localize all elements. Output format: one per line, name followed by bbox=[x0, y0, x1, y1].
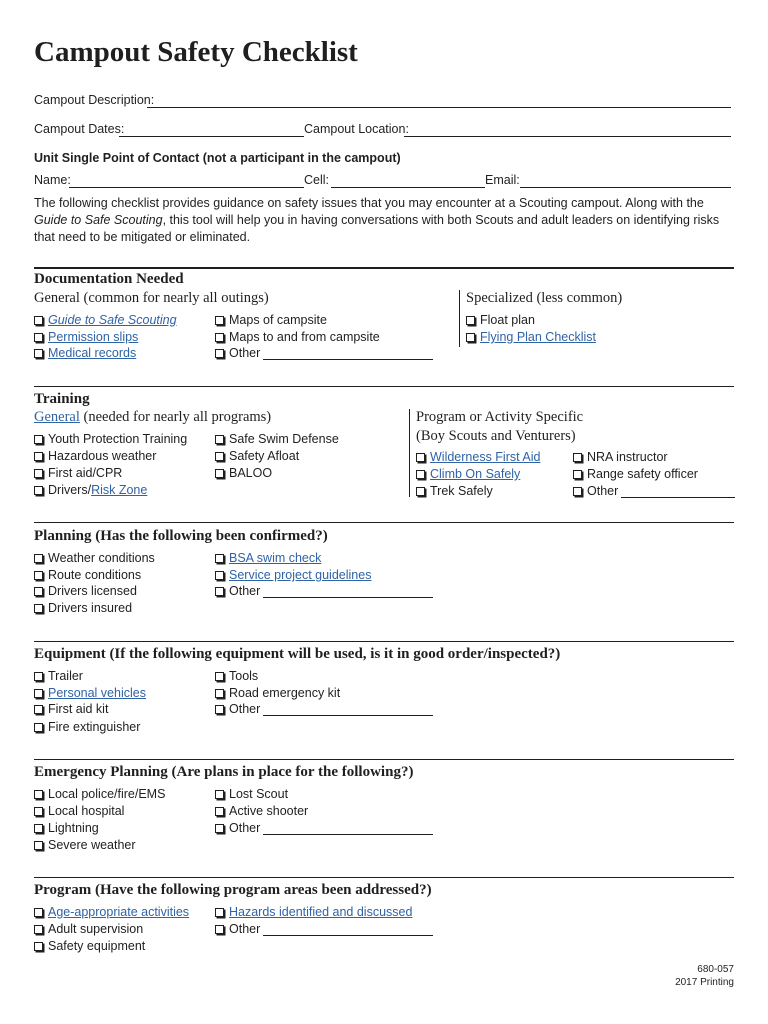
checklist-item[interactable] bbox=[215, 448, 299, 464]
checklist-item[interactable] bbox=[215, 820, 433, 836]
checkbox[interactable] bbox=[34, 604, 43, 613]
program-title: Program (Have the following program areas been addressed?) bbox=[34, 882, 432, 898]
checklist-item[interactable] bbox=[34, 701, 108, 717]
checkbox[interactable] bbox=[34, 925, 43, 934]
checkbox[interactable] bbox=[215, 705, 224, 714]
checkbox[interactable] bbox=[215, 435, 224, 444]
checklist-item[interactable] bbox=[34, 668, 83, 684]
checkbox[interactable] bbox=[215, 452, 224, 461]
section-divider bbox=[34, 877, 734, 878]
checkbox[interactable] bbox=[215, 349, 224, 358]
checkbox[interactable] bbox=[215, 571, 224, 580]
checkbox[interactable] bbox=[34, 942, 43, 951]
checkbox[interactable] bbox=[573, 453, 582, 462]
risk-zone-link[interactable]: Risk Zone bbox=[91, 483, 148, 497]
name-label: Name: bbox=[34, 173, 71, 187]
checkbox[interactable] bbox=[34, 435, 43, 444]
checklist-item[interactable] bbox=[215, 345, 433, 361]
campout-description-field[interactable] bbox=[147, 107, 731, 108]
checkbox[interactable] bbox=[215, 469, 224, 478]
personal-vehicles-link[interactable]: Personal vehicles bbox=[48, 686, 146, 700]
checklist-item[interactable] bbox=[34, 583, 137, 599]
checklist-item[interactable] bbox=[34, 448, 156, 464]
form-code: 680-057 bbox=[697, 964, 734, 975]
item-label: Other bbox=[229, 346, 261, 360]
checklist-item[interactable] bbox=[215, 550, 321, 566]
checkbox[interactable] bbox=[215, 807, 224, 816]
documentation-title: Documentation Needed bbox=[34, 271, 184, 287]
checkbox[interactable] bbox=[34, 908, 43, 917]
email-label: Email: bbox=[485, 173, 520, 187]
checkbox[interactable] bbox=[34, 723, 43, 732]
checkbox[interactable] bbox=[466, 333, 475, 342]
checkbox[interactable] bbox=[34, 349, 43, 358]
item-label: Hazardous weather bbox=[48, 449, 157, 463]
campout-description-row bbox=[34, 93, 731, 109]
checkbox[interactable] bbox=[466, 316, 475, 325]
equipment-title: Equipment (If the following equipment will be used, is it in good order/inspected?) bbox=[34, 646, 561, 662]
item-label: Maps of campsite bbox=[229, 313, 327, 327]
checklist-item[interactable] bbox=[416, 449, 540, 465]
printing-year: 2017 Printing bbox=[675, 977, 734, 988]
checkbox[interactable] bbox=[34, 672, 43, 681]
item-label: Youth Protection Training bbox=[48, 432, 188, 446]
item-label: Lightning bbox=[48, 821, 99, 835]
checkbox[interactable] bbox=[215, 790, 224, 799]
checkbox[interactable] bbox=[215, 925, 224, 934]
cell-label: Cell: bbox=[304, 173, 330, 187]
checklist-item[interactable] bbox=[215, 312, 327, 328]
item-label: Range safety officer bbox=[587, 467, 698, 481]
campout-dates-label: Campout Dates: bbox=[34, 122, 125, 136]
bsa-swim-check-link[interactable]: BSA swim check bbox=[229, 551, 322, 565]
checklist-item[interactable] bbox=[34, 312, 177, 328]
checkbox[interactable] bbox=[34, 554, 43, 563]
checklist-item[interactable] bbox=[215, 701, 433, 717]
intro-guide-title: Guide to Safe Scouting bbox=[34, 213, 163, 227]
item-label: Local hospital bbox=[48, 804, 125, 818]
flying-plan-checklist-link[interactable]: Flying Plan Checklist bbox=[480, 330, 597, 344]
hazards-identified-link[interactable]: Hazards identified and discussed bbox=[229, 905, 413, 919]
documentation-general-heading: General (common for nearly all outings) bbox=[34, 290, 269, 306]
checklist-item[interactable] bbox=[215, 921, 433, 937]
campout-location-field[interactable] bbox=[404, 136, 731, 137]
checklist-item[interactable] bbox=[34, 465, 122, 481]
checklist-item[interactable] bbox=[215, 583, 433, 599]
column-divider bbox=[409, 409, 410, 497]
other-field[interactable] bbox=[263, 923, 433, 936]
item-label: NRA instructor bbox=[587, 450, 668, 464]
item-label: Trek Safely bbox=[430, 484, 493, 498]
checklist-item[interactable] bbox=[466, 329, 596, 345]
item-label: First aid/CPR bbox=[48, 466, 123, 480]
wilderness-first-aid-link[interactable]: Wilderness First Aid bbox=[430, 450, 541, 464]
item-label: Other bbox=[229, 702, 261, 716]
item-label: Drivers licensed bbox=[48, 584, 137, 598]
checklist-item[interactable] bbox=[573, 466, 698, 482]
checklist-item[interactable] bbox=[34, 600, 132, 616]
checklist-item[interactable] bbox=[215, 904, 412, 920]
item-label: Safety Afloat bbox=[229, 449, 300, 463]
checkbox[interactable] bbox=[34, 316, 43, 325]
checklist-item[interactable] bbox=[34, 921, 143, 937]
checkbox[interactable] bbox=[416, 453, 425, 462]
campout-dates-row bbox=[34, 122, 731, 138]
checklist-item[interactable] bbox=[573, 449, 668, 465]
other-field[interactable] bbox=[263, 822, 433, 835]
medical-records-link[interactable]: Medical records bbox=[48, 346, 137, 360]
section-divider bbox=[34, 386, 734, 387]
program-specific-subheading: (Boy Scouts and Venturers) bbox=[416, 428, 576, 444]
item-label: Tools bbox=[229, 669, 259, 683]
checklist-item[interactable] bbox=[215, 685, 340, 701]
item-label: Route conditions bbox=[48, 568, 142, 582]
cell-field[interactable] bbox=[331, 187, 485, 188]
item-label: Adult supervision bbox=[48, 922, 144, 936]
item-label: Fire extinguisher bbox=[48, 720, 141, 734]
checkbox[interactable] bbox=[215, 672, 224, 681]
intro-text-end: , this tool will help you in having conversations with both Scouts and adult leaders on identifying risks that need to be mitigated or eliminated. bbox=[34, 213, 720, 244]
guide-to-safe-scouting-link[interactable]: Guide to Safe Scouting bbox=[48, 313, 177, 327]
item-label: Drivers insured bbox=[48, 601, 133, 615]
name-field[interactable] bbox=[69, 187, 304, 188]
checkbox[interactable] bbox=[215, 587, 224, 596]
checkbox[interactable] bbox=[34, 333, 43, 342]
campout-description-label: Campout Description: bbox=[34, 93, 155, 107]
checkbox[interactable] bbox=[34, 689, 43, 698]
item-label: Lost Scout bbox=[229, 787, 289, 801]
checkbox[interactable] bbox=[215, 316, 224, 325]
checklist-item[interactable] bbox=[34, 904, 189, 920]
page-title: Campout Safety Checklist bbox=[34, 36, 358, 68]
checklist-item[interactable] bbox=[34, 938, 145, 954]
checklist-item[interactable] bbox=[416, 466, 520, 482]
email-field[interactable] bbox=[520, 187, 731, 188]
checkbox[interactable] bbox=[416, 487, 425, 496]
item-label: BALOO bbox=[229, 466, 273, 480]
item-label: Safe Swim Defense bbox=[229, 432, 339, 446]
item-label: First aid kit bbox=[48, 702, 109, 716]
item-label: Other bbox=[229, 922, 261, 936]
checklist-item[interactable] bbox=[215, 431, 339, 447]
checkbox[interactable] bbox=[215, 824, 224, 833]
checkbox[interactable] bbox=[215, 689, 224, 698]
item-label: Drivers/ bbox=[48, 483, 92, 497]
checkbox[interactable] bbox=[573, 487, 582, 496]
checkbox[interactable] bbox=[34, 587, 43, 596]
intro-text-start: The following checklist provides guidance on safety issues that you may encounter at a Scouting campout. Along with the bbox=[34, 196, 704, 210]
checklist-item[interactable] bbox=[215, 668, 258, 684]
checklist-item[interactable] bbox=[215, 786, 288, 802]
item-label: Trailer bbox=[48, 669, 83, 683]
checklist-item[interactable] bbox=[34, 786, 165, 802]
training-general-heading bbox=[34, 408, 271, 427]
intro-paragraph bbox=[34, 195, 734, 246]
checklist-item[interactable] bbox=[34, 685, 146, 701]
checklist-item[interactable] bbox=[34, 820, 99, 836]
climb-on-safely-link[interactable]: Climb On Safely bbox=[430, 467, 521, 481]
checklist-item[interactable] bbox=[34, 719, 140, 735]
checkbox[interactable] bbox=[34, 705, 43, 714]
emergency-planning-title: Emergency Planning (Are plans in place for the following?) bbox=[34, 764, 414, 780]
item-label: Local police/fire/EMS bbox=[48, 787, 166, 801]
other-field[interactable] bbox=[263, 585, 433, 598]
checklist-item[interactable] bbox=[34, 550, 155, 566]
item-label: Active shooter bbox=[229, 804, 309, 818]
planning-title: Planning (Has the following been confirmed?) bbox=[34, 528, 328, 544]
section-divider bbox=[34, 759, 734, 760]
age-appropriate-activities-link[interactable]: Age-appropriate activities bbox=[48, 905, 190, 919]
checklist-item[interactable] bbox=[34, 329, 138, 345]
checklist-item[interactable] bbox=[34, 345, 136, 361]
item-label: Other bbox=[587, 484, 619, 498]
section-divider bbox=[34, 267, 734, 269]
other-field[interactable] bbox=[263, 347, 433, 360]
checklist-item[interactable] bbox=[466, 312, 535, 328]
point-of-contact-heading: Unit Single Point of Contact (not a participant in the campout) bbox=[34, 151, 401, 165]
checklist-item[interactable] bbox=[215, 567, 371, 583]
permission-slips-link[interactable]: Permission slips bbox=[48, 330, 139, 344]
checklist-item[interactable] bbox=[215, 465, 272, 481]
checklist-item[interactable] bbox=[34, 837, 136, 853]
checkbox[interactable] bbox=[34, 841, 43, 850]
checkbox[interactable] bbox=[34, 790, 43, 799]
item-label: Maps to and from campsite bbox=[229, 330, 380, 344]
training-general-link[interactable]: General bbox=[34, 409, 80, 425]
checklist-item[interactable] bbox=[215, 329, 380, 345]
item-label: Weather conditions bbox=[48, 551, 155, 565]
checkbox[interactable] bbox=[34, 824, 43, 833]
checkbox[interactable] bbox=[34, 486, 43, 495]
service-project-guidelines-link[interactable]: Service project guidelines bbox=[229, 568, 372, 582]
item-label: Safety equipment bbox=[48, 939, 146, 953]
checkbox[interactable] bbox=[34, 469, 43, 478]
other-field[interactable] bbox=[263, 703, 433, 716]
checkbox[interactable] bbox=[34, 452, 43, 461]
contact-row bbox=[34, 173, 731, 189]
section-divider bbox=[34, 522, 734, 523]
training-general-rest: (needed for nearly all programs) bbox=[79, 409, 272, 425]
campout-location-label: Campout Location: bbox=[304, 122, 409, 136]
documentation-specialized-heading: Specialized (less common) bbox=[466, 290, 623, 306]
item-label: Severe weather bbox=[48, 838, 136, 852]
program-specific-heading: Program or Activity Specific bbox=[416, 409, 584, 425]
checkbox[interactable] bbox=[34, 807, 43, 816]
checkbox[interactable] bbox=[34, 571, 43, 580]
column-divider bbox=[459, 290, 460, 347]
checkbox[interactable] bbox=[215, 908, 224, 917]
training-title: Training bbox=[34, 391, 90, 407]
checklist-item[interactable] bbox=[34, 431, 187, 447]
item-label: Other bbox=[229, 584, 261, 598]
checkbox[interactable] bbox=[416, 470, 425, 479]
checkbox[interactable] bbox=[573, 470, 582, 479]
item-label: Road emergency kit bbox=[229, 686, 341, 700]
section-divider bbox=[34, 641, 734, 642]
checklist-item[interactable] bbox=[34, 803, 124, 819]
item-label: Other bbox=[229, 821, 261, 835]
checklist-item[interactable] bbox=[416, 483, 493, 499]
checklist-item[interactable] bbox=[34, 567, 141, 583]
checkbox[interactable] bbox=[215, 554, 224, 563]
checklist-item[interactable] bbox=[215, 803, 308, 819]
other-field[interactable] bbox=[621, 485, 735, 498]
checklist-item[interactable] bbox=[34, 482, 147, 498]
item-label: Float plan bbox=[480, 313, 535, 327]
checkbox[interactable] bbox=[215, 333, 224, 342]
checklist-item[interactable] bbox=[573, 483, 735, 499]
campout-dates-field[interactable] bbox=[119, 136, 304, 137]
